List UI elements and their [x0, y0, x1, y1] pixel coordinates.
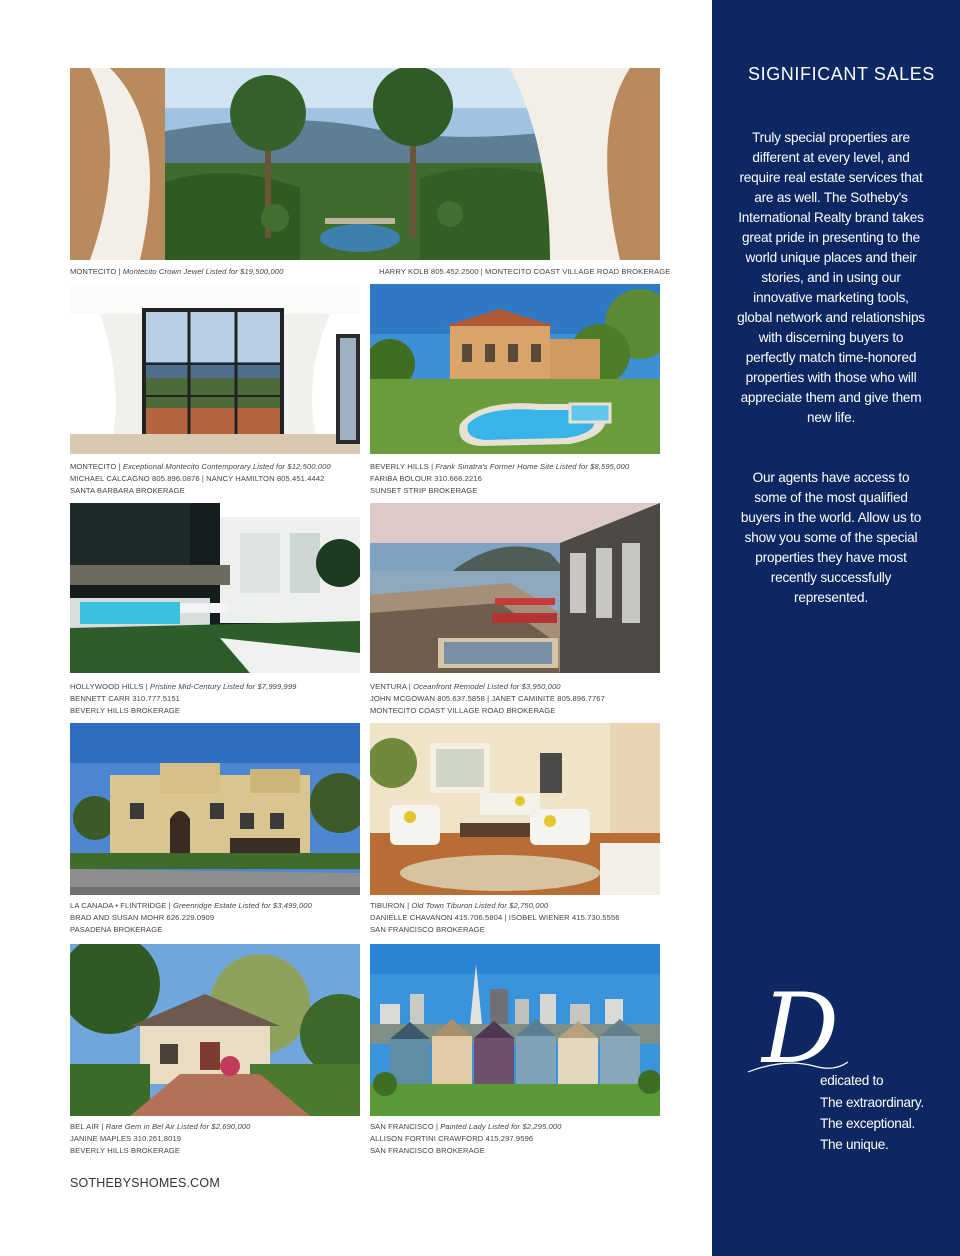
caption-location: MONTECITO	[70, 267, 117, 276]
caption-location: TIBURON	[370, 901, 405, 910]
caption-office: SUNSET STRIP BROKERAGE	[370, 486, 478, 495]
caption-agent: BRAD AND SUSAN MOHR 626.229.0909	[70, 913, 215, 922]
caption-agent: ALLISON FORTINI CRAWFORD 415.297.9596	[370, 1134, 534, 1143]
monogram-letter: D	[762, 978, 839, 1078]
caption-san-francisco: SAN FRANCISCO | Painted Lady Listed for $2,295,000 ALLISON FORTINI CRAWFORD 415.297.9596 SAN FRANCISCO BROKERAGE	[370, 1122, 562, 1155]
caption-location: BEVERLY HILLS	[370, 462, 429, 471]
listing-photo-montecito-contemporary[interactable]	[70, 284, 360, 454]
caption-description: Greenridge Estate Listed for $3,499,000	[172, 901, 312, 910]
caption-office: BEVERLY HILLS BROKERAGE	[70, 1146, 181, 1155]
caption-ventura-oceanfront: VENTURA | Oceanfront Remodel Listed for $3,950,000 JOHN MCGOWAN 805.637.5858 | JANET CAMINITE 805.896.7767 MONTECITO COAST VILLAGE ROAD BROKERAGE	[370, 682, 605, 715]
caption-agent-montecito-crown-jewel	[379, 266, 670, 278]
listing-photo-montecito-crown-jewel[interactable]	[70, 68, 660, 260]
caption-bel-air: BEL AIR | Rare Gem in Bel Air Listed for $2,690,000 JANINE MAPLES 310.261.8019 BEVERLY HILLS BROKERAGE	[70, 1122, 251, 1155]
caption-description: Painted Lady Listed for $2,295,000	[440, 1122, 562, 1131]
caption-description: Rare Gem in Bel Air Listed for $2,690,000	[105, 1122, 251, 1131]
caption-location: VENTURA	[370, 682, 407, 691]
caption-office: BEVERLY HILLS BROKERAGE	[70, 706, 181, 715]
caption-location: BEL AIR	[70, 1122, 100, 1131]
caption-description: Montecito Crown Jewel Listed for $19,500,000	[122, 267, 284, 276]
listing-photo-hollywood-hills[interactable]	[70, 503, 360, 673]
caption-location: MONTECITO	[70, 462, 117, 471]
caption-description: Old Town Tiburon Listed for $2,750,000	[411, 901, 549, 910]
listing-photo-tiburon[interactable]	[370, 723, 660, 895]
caption-hollywood-hills: HOLLYWOOD HILLS | Pristine Mid-Century Listed for $7,999,999 BENNETT CARR 310.777.5151 BEVERLY HILLS BROKERAGE	[70, 682, 297, 715]
caption-description: Oceanfront Remodel Listed for $3,950,000	[413, 682, 561, 691]
tagline-exceptional: The exceptional.	[820, 1116, 915, 1131]
caption-location: SAN FRANCISCO	[370, 1122, 434, 1131]
panel-agents-paragraph: Our agents have access to some of the most qualified buyers in the world. Allow us to show you some of the special properties they have most recently successfully represented.	[740, 470, 922, 605]
caption-office: SANTA BARBARA BROKERAGE	[70, 486, 185, 495]
caption-agent: JOHN MCGOWAN 805.637.5858 | JANET CAMINITE 805.896.7767	[370, 694, 605, 703]
caption-beverly-hills-sinatra: BEVERLY HILLS | Frank Sinatra's Former Home Site Listed for $8,595,000 FARIBA BOLOUR 310.666.2216 SUNSET STRIP BROKERAGE	[370, 462, 630, 495]
caption-office: SAN FRANCISCO BROKERAGE	[370, 1146, 485, 1155]
caption-office: MONTECITO COAST VILLAGE ROAD BROKERAGE	[370, 706, 556, 715]
tagline-unique: The unique.	[820, 1137, 889, 1152]
listing-photo-la-canada-flintridge[interactable]	[70, 723, 360, 895]
caption-agent: JANINE MAPLES 310.261.8019	[70, 1134, 182, 1143]
caption-location: HOLLYWOOD HILLS	[70, 682, 144, 691]
listing-photo-ventura-oceanfront[interactable]	[370, 503, 660, 673]
caption-la-canada-flintridge: LA CANADA • FLINTRIDGE | Greenridge Estate Listed for $3,499,000 BRAD AND SUSAN MOHR 626.229.0909 PASADENA BROKERAGE	[70, 901, 312, 934]
caption-agent: BENNETT CARR 310.777.5151	[70, 694, 180, 703]
caption-description: Exceptional Montecito Contemporary Listed for $12,500,000	[122, 462, 331, 471]
monogram-d-drop-cap	[744, 978, 854, 1078]
caption-description: Pristine Mid-Century Listed for $7,999,999	[150, 682, 297, 691]
listing-photo-beverly-hills-sinatra[interactable]	[370, 284, 660, 454]
caption-tiburon: TIBURON | Old Town Tiburon Listed for $2,750,000 DANIELLE CHAVANON 415.706.5804 | ISOBEL WIENER 415.730.5556 SAN FRANCISCO BROKERAGE	[370, 901, 620, 934]
caption-agent: DANIELLE CHAVANON 415.706.5804 | ISOBEL WIENER 415.730.5556	[370, 913, 620, 922]
caption-montecito-contemporary: MONTECITO | Exceptional Montecito Contemporary Listed for $12,500,000 MICHAEL CALCAGNO 805.896.0876 | NANCY HAMILTON 805.451.4442 SANTA BARBARA BROKERAGE	[70, 462, 331, 495]
tagline-dedicated: edicated to	[820, 1073, 884, 1088]
caption-office: PASADENA BROKERAGE	[70, 925, 163, 934]
caption-agent: HARRY KOLB 805.452.2500 | MONTECITO COAST VILLAGE ROAD BROKERAGE	[379, 267, 671, 276]
significant-sales-panel	[712, 0, 960, 1256]
panel-title: SIGNIFICANT SALES	[748, 64, 935, 84]
panel-intro-paragraph: Truly special properties are different at every level, and require real estate services that are as well. The Sotheby's International Realty brand takes great pride in presenting to the world unique places and their stories, and in using our innovative marketing tools, global network and relationships with discerning buyers to perfectly match time-honored properties with those who will appreciate them and give them new life.	[737, 130, 925, 425]
caption-montecito-crown-jewel: MONTECITO | Montecito Crown Jewel Listed for $19,500,000	[70, 267, 284, 276]
tagline-extraordinary: The extraordinary.	[820, 1095, 924, 1110]
footer-website-link[interactable]: SOTHEBYSHOMES.COM	[70, 1176, 220, 1190]
caption-agent: FARIBA BOLOUR 310.666.2216	[370, 474, 482, 483]
listing-photo-san-francisco-painted-lady[interactable]	[370, 944, 660, 1116]
caption-agent: MICHAEL CALCAGNO 805.896.0876 | NANCY HAMILTON 805.451.4442	[70, 474, 325, 483]
listing-photo-bel-air[interactable]	[70, 944, 360, 1116]
caption-description: Frank Sinatra's Former Home Site Listed for $8,595,000	[435, 462, 630, 471]
caption-office: SAN FRANCISCO BROKERAGE	[370, 925, 485, 934]
caption-location: LA CANADA • FLINTRIDGE	[70, 901, 167, 910]
